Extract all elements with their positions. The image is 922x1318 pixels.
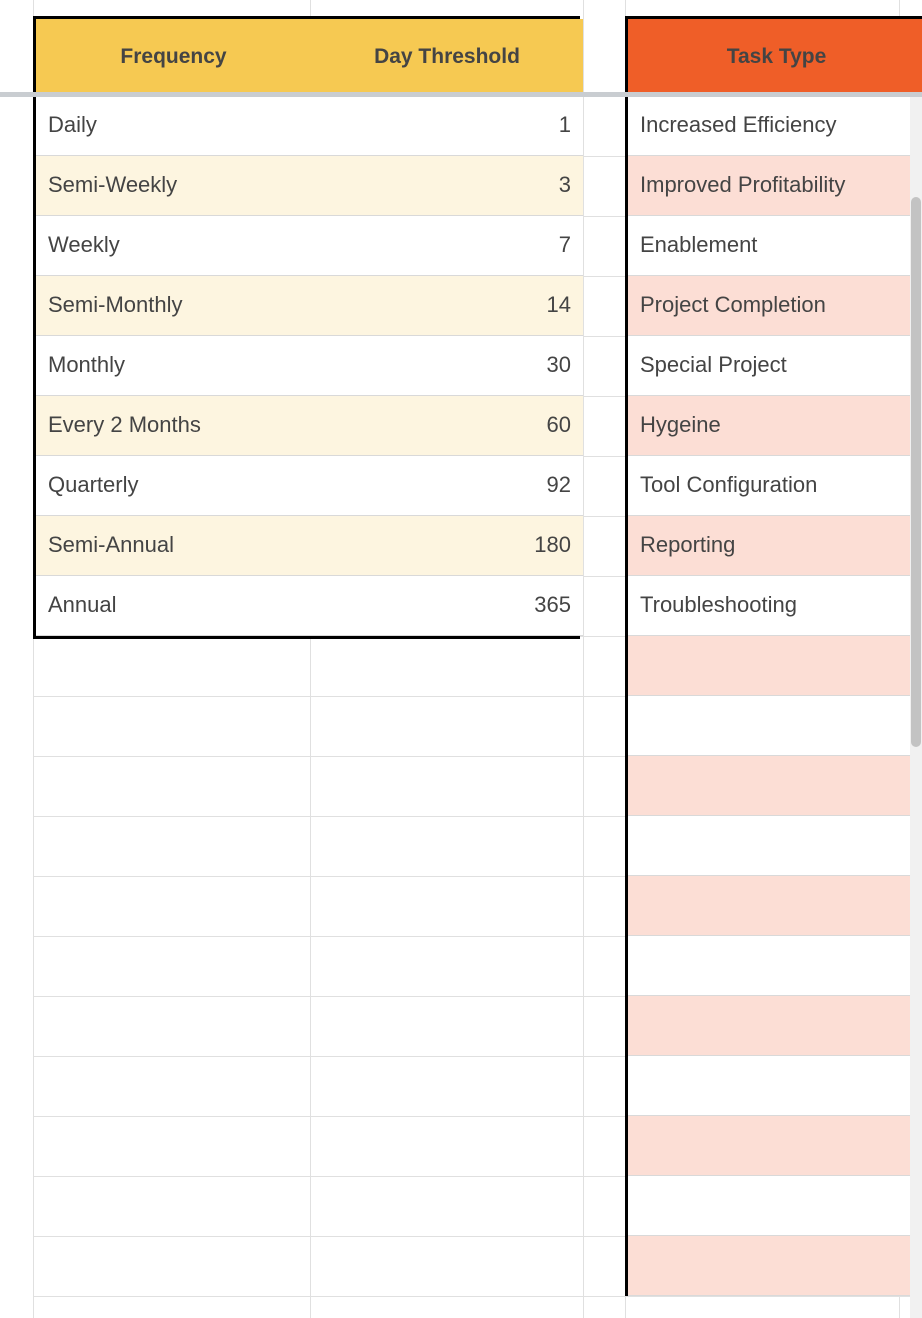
cell-frequency[interactable]: Annual [36,575,311,635]
table-row[interactable] [628,1175,922,1235]
table-header-row [36,19,583,95]
row-header-strip [0,0,33,1318]
cell-task-type[interactable] [628,1115,922,1175]
table-header-row [628,19,922,95]
table-row[interactable] [36,155,583,215]
table-row[interactable] [628,935,922,995]
table-row[interactable] [628,455,922,515]
scrollbar-thumb[interactable] [911,197,921,747]
cell-task-type[interactable]: Tool Configuration [628,455,922,515]
table-row[interactable] [36,275,583,335]
cell-task-type[interactable] [628,695,922,755]
table-row[interactable] [36,215,583,275]
table-row[interactable] [628,95,922,155]
cell-frequency[interactable]: Monthly [36,335,311,395]
table-row[interactable] [628,155,922,215]
cell-frequency[interactable]: Quarterly [36,455,311,515]
table-row[interactable] [628,635,922,695]
cell-task-type[interactable] [628,1175,922,1235]
frequency-table[interactable] [33,16,580,639]
table-row[interactable] [628,395,922,455]
cell-task-type[interactable] [628,935,922,995]
table-row[interactable] [628,995,922,1055]
cell-task-type[interactable]: Increased Efficiency [628,95,922,155]
cell-task-type[interactable]: Enablement [628,215,922,275]
cell-task-type[interactable] [628,995,922,1055]
cell-day-threshold[interactable]: 1 [311,95,583,155]
table-row[interactable] [36,515,583,575]
cell-frequency[interactable]: Semi-Annual [36,515,311,575]
cell-task-type[interactable] [628,1235,922,1295]
column-header-frequency[interactable]: Frequency [36,19,311,95]
cell-task-type[interactable] [628,815,922,875]
cell-day-threshold[interactable]: 3 [311,155,583,215]
cell-frequency[interactable]: Weekly [36,215,311,275]
table-row[interactable] [628,1235,922,1295]
cell-task-type[interactable]: Hygeine [628,395,922,455]
cell-task-type[interactable]: Special Project [628,335,922,395]
cell-task-type[interactable]: Project Completion [628,275,922,335]
table-row[interactable] [628,575,922,635]
table-row[interactable] [36,575,583,635]
table-row[interactable] [628,515,922,575]
column-header-day-threshold[interactable]: Day Threshold [311,19,583,95]
cell-day-threshold[interactable]: 60 [311,395,583,455]
cell-task-type[interactable]: Reporting [628,515,922,575]
cell-day-threshold[interactable]: 14 [311,275,583,335]
frozen-pane-divider [0,92,922,97]
column-header-task-type[interactable]: Task Type [628,19,922,95]
table-row[interactable] [36,455,583,515]
cell-frequency[interactable]: Daily [36,95,311,155]
vertical-scrollbar[interactable] [910,97,922,1318]
cell-frequency[interactable]: Semi-Weekly [36,155,311,215]
table-row[interactable] [36,395,583,455]
cell-task-type[interactable] [628,635,922,695]
table-row[interactable] [628,215,922,275]
table-row[interactable] [628,815,922,875]
task-type-table[interactable] [625,16,922,1296]
cell-day-threshold[interactable]: 92 [311,455,583,515]
cell-task-type[interactable]: Improved Profitability [628,155,922,215]
table-row[interactable] [628,695,922,755]
table-row[interactable] [628,875,922,935]
cell-day-threshold[interactable]: 365 [311,575,583,635]
table-row[interactable] [628,335,922,395]
cell-day-threshold[interactable]: 30 [311,335,583,395]
cell-day-threshold[interactable]: 7 [311,215,583,275]
cell-task-type[interactable] [628,755,922,815]
table-row[interactable] [628,275,922,335]
cell-frequency[interactable]: Every 2 Months [36,395,311,455]
table-row[interactable] [36,95,583,155]
cell-task-type[interactable] [628,875,922,935]
table-row[interactable] [36,335,583,395]
table-row[interactable] [628,1115,922,1175]
cell-task-type[interactable] [628,1055,922,1115]
table-row[interactable] [628,1055,922,1115]
table-row[interactable] [628,755,922,815]
cell-day-threshold[interactable]: 180 [311,515,583,575]
cell-frequency[interactable]: Semi-Monthly [36,275,311,335]
cell-task-type[interactable]: Troubleshooting [628,575,922,635]
